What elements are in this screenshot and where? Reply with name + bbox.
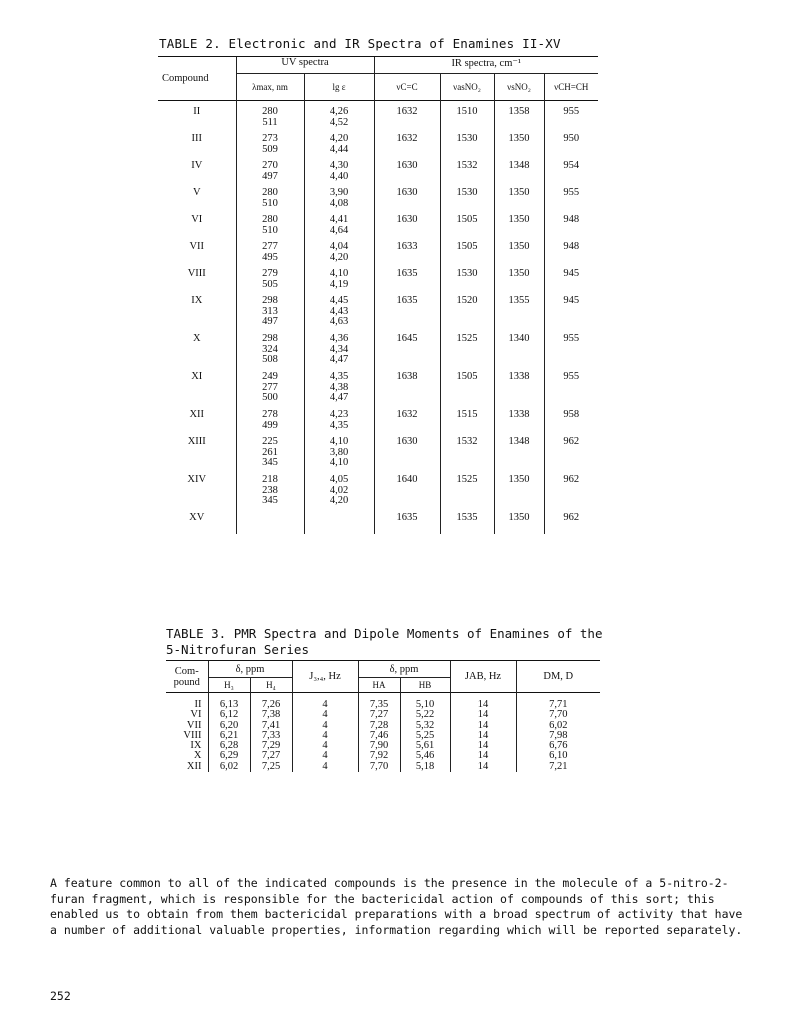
chch-cell: 955	[544, 366, 598, 404]
cc-cell: 1630	[374, 209, 440, 236]
lge-cell-value: 4,26	[329, 106, 349, 117]
dm-cell: 7,21	[516, 762, 600, 772]
chch-cell: 955	[544, 101, 598, 129]
j34-cell: 4	[292, 731, 358, 741]
cc-cell: 1630	[374, 155, 440, 182]
table3-caption: TABLE 3. PMR Spectra and Dipole Moments of Enamines of the 5-Nitrofuran Series	[166, 626, 603, 657]
j34-cell: 4	[292, 762, 358, 772]
asno2-cell: 1530	[440, 128, 494, 155]
lambda-cell-value: 277	[262, 381, 278, 393]
cc-cell: 1632	[374, 404, 440, 431]
lambda-cell-value: 218	[262, 474, 278, 485]
lambda-cell	[236, 507, 304, 534]
compound-cell: III	[191, 133, 202, 144]
asno2-cell: 1510	[440, 101, 494, 129]
compound-cell: X	[193, 750, 202, 762]
h3-cell: 6,12	[208, 710, 250, 720]
jab-cell: 14	[450, 751, 516, 761]
h4-cell: 7,27	[250, 751, 292, 761]
table-row	[158, 101, 598, 129]
lambda-cell	[236, 404, 304, 431]
dm-cell: 7,98	[516, 731, 600, 741]
lambda-cell-value: 324	[262, 343, 278, 355]
lge-cell	[304, 328, 374, 366]
ha-cell: 7,70	[358, 762, 400, 772]
asno2-cell: 1525	[440, 469, 494, 507]
sno2-cell: 1338	[494, 366, 544, 404]
t2-cc-header: νC=C	[374, 74, 440, 101]
lge-cell	[304, 101, 374, 129]
lambda-cell-value: 238	[262, 484, 278, 496]
lambda-cell	[236, 263, 304, 290]
asno2-cell: 1505	[440, 236, 494, 263]
lambda-cell-value: 511	[262, 116, 278, 128]
chch-cell: 945	[544, 290, 598, 328]
table-row	[158, 469, 598, 507]
lambda-cell-value: 249	[262, 371, 278, 382]
cc-cell: 1632	[374, 128, 440, 155]
table-row	[158, 236, 598, 263]
table-row	[158, 431, 598, 469]
lambda-cell-value: 509	[262, 143, 278, 155]
compound-cell: XI	[191, 371, 203, 382]
lge-cell-value: 4,04	[329, 241, 349, 252]
table-row	[166, 762, 600, 772]
lambda-cell	[236, 128, 304, 155]
sno2-cell: 1350	[494, 469, 544, 507]
t3-hb-header: HB	[400, 678, 450, 693]
j34-cell: 4	[292, 751, 358, 761]
cc-cell: 1645	[374, 328, 440, 366]
ha-cell: 7,35	[358, 693, 400, 711]
lge-cell-value: 4,63	[329, 316, 349, 327]
t3-h4-header: H₄	[250, 678, 292, 693]
compound-cell: VI	[190, 709, 202, 721]
table-row	[166, 693, 600, 711]
lge-cell-value: 4,30	[329, 160, 349, 171]
lambda-cell-value: 273	[262, 133, 278, 144]
chch-cell: 955	[544, 328, 598, 366]
lambda-cell	[236, 209, 304, 236]
compound-cell: VII	[189, 241, 205, 252]
lambda-cell	[236, 290, 304, 328]
j34-cell: 4	[292, 741, 358, 751]
lge-cell	[304, 366, 374, 404]
lge-cell-value: 4,20	[329, 495, 349, 506]
lge-cell	[304, 507, 374, 534]
lge-cell-value: 4,41	[329, 214, 349, 225]
sno2-cell: 1350	[494, 209, 544, 236]
t3-delta2-header: δ, ppm	[358, 661, 450, 678]
t3-dm-header: DM, D	[516, 661, 600, 693]
lge-cell-value: 3,80	[329, 446, 349, 458]
dm-cell: 7,71	[516, 693, 600, 711]
table-row	[158, 182, 598, 209]
lambda-cell-value: 280	[262, 214, 278, 225]
t2-sno2-header: νsNO₂	[494, 74, 544, 101]
lge-cell-value: 4,20	[329, 133, 349, 144]
h3-cell: 6,02	[208, 762, 250, 772]
h4-cell: 7,33	[250, 731, 292, 741]
lambda-cell	[236, 155, 304, 182]
t3-j34-header: J₃,₄, Hz	[292, 661, 358, 693]
h4-cell: 7,41	[250, 721, 292, 731]
compound-cell: XV	[189, 512, 205, 523]
h3-cell: 6,28	[208, 741, 250, 751]
ha-cell: 7,28	[358, 721, 400, 731]
compound-cell: VIII	[187, 268, 206, 279]
t2-asno2-header: νasNO₂	[440, 74, 494, 101]
lambda-cell	[236, 328, 304, 366]
ha-cell: 7,92	[358, 751, 400, 761]
lge-cell	[304, 263, 374, 290]
table-row	[158, 263, 598, 290]
lambda-cell-value: 270	[262, 160, 278, 171]
lge-cell-value: 3,90	[329, 187, 349, 198]
lge-cell-value: 4,38	[329, 381, 349, 393]
lambda-cell-value: 277	[262, 241, 278, 252]
hb-cell: 5,32	[400, 721, 450, 731]
lge-cell-value: 4,47	[329, 354, 349, 365]
lge-cell	[304, 236, 374, 263]
lambda-cell-value: 508	[262, 354, 278, 365]
chch-cell: 962	[544, 507, 598, 534]
cc-cell: 1640	[374, 469, 440, 507]
compound-cell: II	[193, 106, 201, 117]
asno2-cell: 1530	[440, 263, 494, 290]
lambda-cell-value: 313	[262, 305, 278, 317]
t2-uv-header: UV spectra	[236, 57, 374, 74]
dm-cell: 7,70	[516, 710, 600, 720]
h4-cell: 7,25	[250, 762, 292, 772]
h3-cell: 6,29	[208, 751, 250, 761]
t3-ha-header: HA	[358, 678, 400, 693]
body-paragraph: A feature common to all of the indicated compounds is the presence in the molecule of a 5-nitro-2-furan fragment, which is responsible for the bactericidal action of compounds of this sort; this enabled us to obtain from them bactericidal preparations with a broad spectrum of activity that have a number of additional valuable properties, information regarding which will be reported separately.	[50, 876, 743, 937]
dm-cell: 6,76	[516, 741, 600, 751]
lge-cell-value: 4,05	[329, 474, 349, 485]
lambda-cell-value: 497	[262, 316, 278, 327]
hb-cell: 5,18	[400, 762, 450, 772]
table-row	[158, 328, 598, 366]
lge-cell-value: 4,45	[329, 295, 349, 306]
lge-cell	[304, 209, 374, 236]
lge-cell-value: 4,40	[329, 170, 349, 182]
lambda-cell	[236, 366, 304, 404]
lambda-cell-value: 499	[262, 419, 278, 431]
sno2-cell: 1358	[494, 101, 544, 129]
lambda-cell-value: 279	[262, 268, 278, 279]
chch-cell: 962	[544, 431, 598, 469]
lge-cell-value: 4,43	[329, 305, 349, 317]
compound-cell: X	[192, 333, 201, 344]
t2-lge-header: lg ε	[304, 74, 374, 101]
lambda-cell-value: 280	[262, 106, 278, 117]
compound-cell: VII	[186, 719, 202, 731]
sno2-cell: 1348	[494, 431, 544, 469]
j34-cell: 4	[292, 693, 358, 711]
asno2-cell: 1515	[440, 404, 494, 431]
compound-cell: VI	[191, 214, 203, 225]
compound-cell: XII	[189, 409, 205, 420]
jab-cell: 14	[450, 762, 516, 772]
lge-cell-value: 4,52	[329, 116, 349, 128]
lge-cell-value: 4,10	[329, 436, 349, 447]
table-row	[158, 209, 598, 236]
asno2-cell: 1520	[440, 290, 494, 328]
cc-cell: 1630	[374, 431, 440, 469]
lambda-cell-value: 298	[262, 295, 278, 306]
chch-cell: 962	[544, 469, 598, 507]
sno2-cell: 1350	[494, 263, 544, 290]
chch-cell: 948	[544, 209, 598, 236]
t3-compound-header: Com- pound	[166, 661, 208, 693]
lge-cell	[304, 155, 374, 182]
chch-cell: 955	[544, 182, 598, 209]
sno2-cell: 1350	[494, 507, 544, 534]
cc-cell: 1635	[374, 263, 440, 290]
jab-cell: 14	[450, 731, 516, 741]
table-row	[158, 128, 598, 155]
t2-chch-header: νCH=CH	[544, 74, 598, 101]
lambda-cell-value: 278	[262, 409, 278, 420]
t3-h3-header: H₃	[208, 678, 250, 693]
sno2-cell: 1350	[494, 182, 544, 209]
lge-cell	[304, 182, 374, 209]
cc-cell: 1632	[374, 101, 440, 129]
jab-cell: 14	[450, 721, 516, 731]
chch-cell: 945	[544, 263, 598, 290]
lge-cell-value: 4,44	[329, 143, 349, 155]
t2-compound-header: Compound	[158, 57, 236, 101]
lambda-cell-value: 345	[262, 495, 278, 506]
lge-cell-value: 4,36	[329, 333, 349, 344]
table3	[166, 660, 600, 772]
table-row	[158, 404, 598, 431]
table2-caption: TABLE 2. Electronic and IR Spectra of Enamines II-XV	[159, 36, 561, 51]
asno2-cell: 1505	[440, 209, 494, 236]
lambda-cell-value: 505	[262, 278, 278, 290]
h4-cell: 7,38	[250, 710, 292, 720]
sno2-cell: 1355	[494, 290, 544, 328]
hb-cell: 5,22	[400, 710, 450, 720]
compound-cell: II	[194, 699, 202, 710]
asno2-cell: 1505	[440, 366, 494, 404]
t2-ir-header: IR spectra, cm⁻¹	[374, 57, 598, 74]
lambda-cell-value: 345	[262, 457, 278, 468]
lge-cell-value: 4,47	[329, 392, 349, 403]
sno2-cell: 1350	[494, 236, 544, 263]
cc-cell: 1630	[374, 182, 440, 209]
hb-cell: 5,61	[400, 741, 450, 751]
h4-cell: 7,29	[250, 741, 292, 751]
chch-cell: 954	[544, 155, 598, 182]
lambda-cell-value: 510	[262, 197, 278, 209]
lambda-cell	[236, 431, 304, 469]
lambda-cell	[236, 469, 304, 507]
dm-cell: 6,10	[516, 751, 600, 761]
jab-cell: 14	[450, 693, 516, 711]
cc-cell: 1633	[374, 236, 440, 263]
lambda-cell-value: 261	[262, 446, 278, 458]
ha-cell: 7,46	[358, 731, 400, 741]
lge-cell-value: 4,64	[329, 224, 349, 236]
lambda-cell-value: 500	[262, 392, 278, 403]
lge-cell-value: 4,10	[329, 457, 349, 468]
chch-cell: 950	[544, 128, 598, 155]
lge-cell-value: 4,23	[329, 409, 349, 420]
lge-cell	[304, 128, 374, 155]
lambda-cell-value: 225	[262, 436, 278, 447]
hb-cell: 5,10	[400, 693, 450, 711]
lge-cell	[304, 290, 374, 328]
asno2-cell: 1525	[440, 328, 494, 366]
asno2-cell: 1532	[440, 155, 494, 182]
lambda-cell	[236, 182, 304, 209]
compound-cell: IV	[191, 160, 203, 171]
ha-cell: 7,90	[358, 741, 400, 751]
h3-cell: 6,21	[208, 731, 250, 741]
page-number: 252	[50, 989, 71, 1003]
lge-cell-value: 4,35	[329, 419, 349, 431]
lambda-cell-value: 495	[262, 251, 278, 263]
asno2-cell: 1530	[440, 182, 494, 209]
j34-cell: 4	[292, 721, 358, 731]
hb-cell: 5,46	[400, 751, 450, 761]
jab-cell: 14	[450, 710, 516, 720]
compound-cell: IX	[191, 295, 203, 306]
table-row	[158, 507, 598, 534]
h3-cell: 6,20	[208, 721, 250, 731]
lge-cell	[304, 404, 374, 431]
compound-cell: XII	[186, 760, 202, 772]
compound-cell: XIII	[187, 436, 206, 447]
sno2-cell: 1350	[494, 128, 544, 155]
h4-cell: 7,26	[250, 693, 292, 711]
sno2-cell: 1340	[494, 328, 544, 366]
chch-cell: 948	[544, 236, 598, 263]
sno2-cell: 1338	[494, 404, 544, 431]
lge-cell-value: 4,02	[329, 484, 349, 496]
table-row	[158, 155, 598, 182]
lambda-cell	[236, 236, 304, 263]
dm-cell: 6,02	[516, 721, 600, 731]
lge-cell-value: 4,10	[329, 268, 349, 279]
asno2-cell: 1535	[440, 507, 494, 534]
lambda-cell-value: 280	[262, 187, 278, 198]
t2-lambda-header: λmax, nm	[236, 74, 304, 101]
table-row	[158, 290, 598, 328]
lge-cell-value: 4,08	[329, 197, 349, 209]
table-row	[158, 366, 598, 404]
chch-cell: 958	[544, 404, 598, 431]
lge-cell-value: 4,35	[329, 371, 349, 382]
t3-delta1-header: δ, ppm	[208, 661, 292, 678]
compound-cell: XIV	[187, 474, 207, 485]
ha-cell: 7,27	[358, 710, 400, 720]
compound-cell: V	[192, 187, 201, 198]
t3-jab-header: JAB, Hz	[450, 661, 516, 693]
jab-cell: 14	[450, 741, 516, 751]
hb-cell: 5,25	[400, 731, 450, 741]
lambda-cell-value: 510	[262, 224, 278, 236]
compound-cell: VIII	[183, 729, 202, 741]
lge-cell	[304, 469, 374, 507]
cc-cell: 1635	[374, 507, 440, 534]
cc-cell: 1638	[374, 366, 440, 404]
cc-cell: 1635	[374, 290, 440, 328]
lge-cell-value: 4,34	[329, 343, 349, 355]
sno2-cell: 1348	[494, 155, 544, 182]
compound-cell: IX	[190, 740, 202, 752]
lambda-cell-value: 497	[262, 170, 278, 182]
lge-cell	[304, 431, 374, 469]
lambda-cell-value: 298	[262, 333, 278, 344]
h3-cell: 6,13	[208, 693, 250, 711]
table2	[158, 56, 598, 534]
lambda-cell	[236, 101, 304, 129]
asno2-cell: 1532	[440, 431, 494, 469]
j34-cell: 4	[292, 710, 358, 720]
lge-cell-value: 4,19	[329, 278, 349, 290]
lge-cell-value: 4,20	[329, 251, 349, 263]
